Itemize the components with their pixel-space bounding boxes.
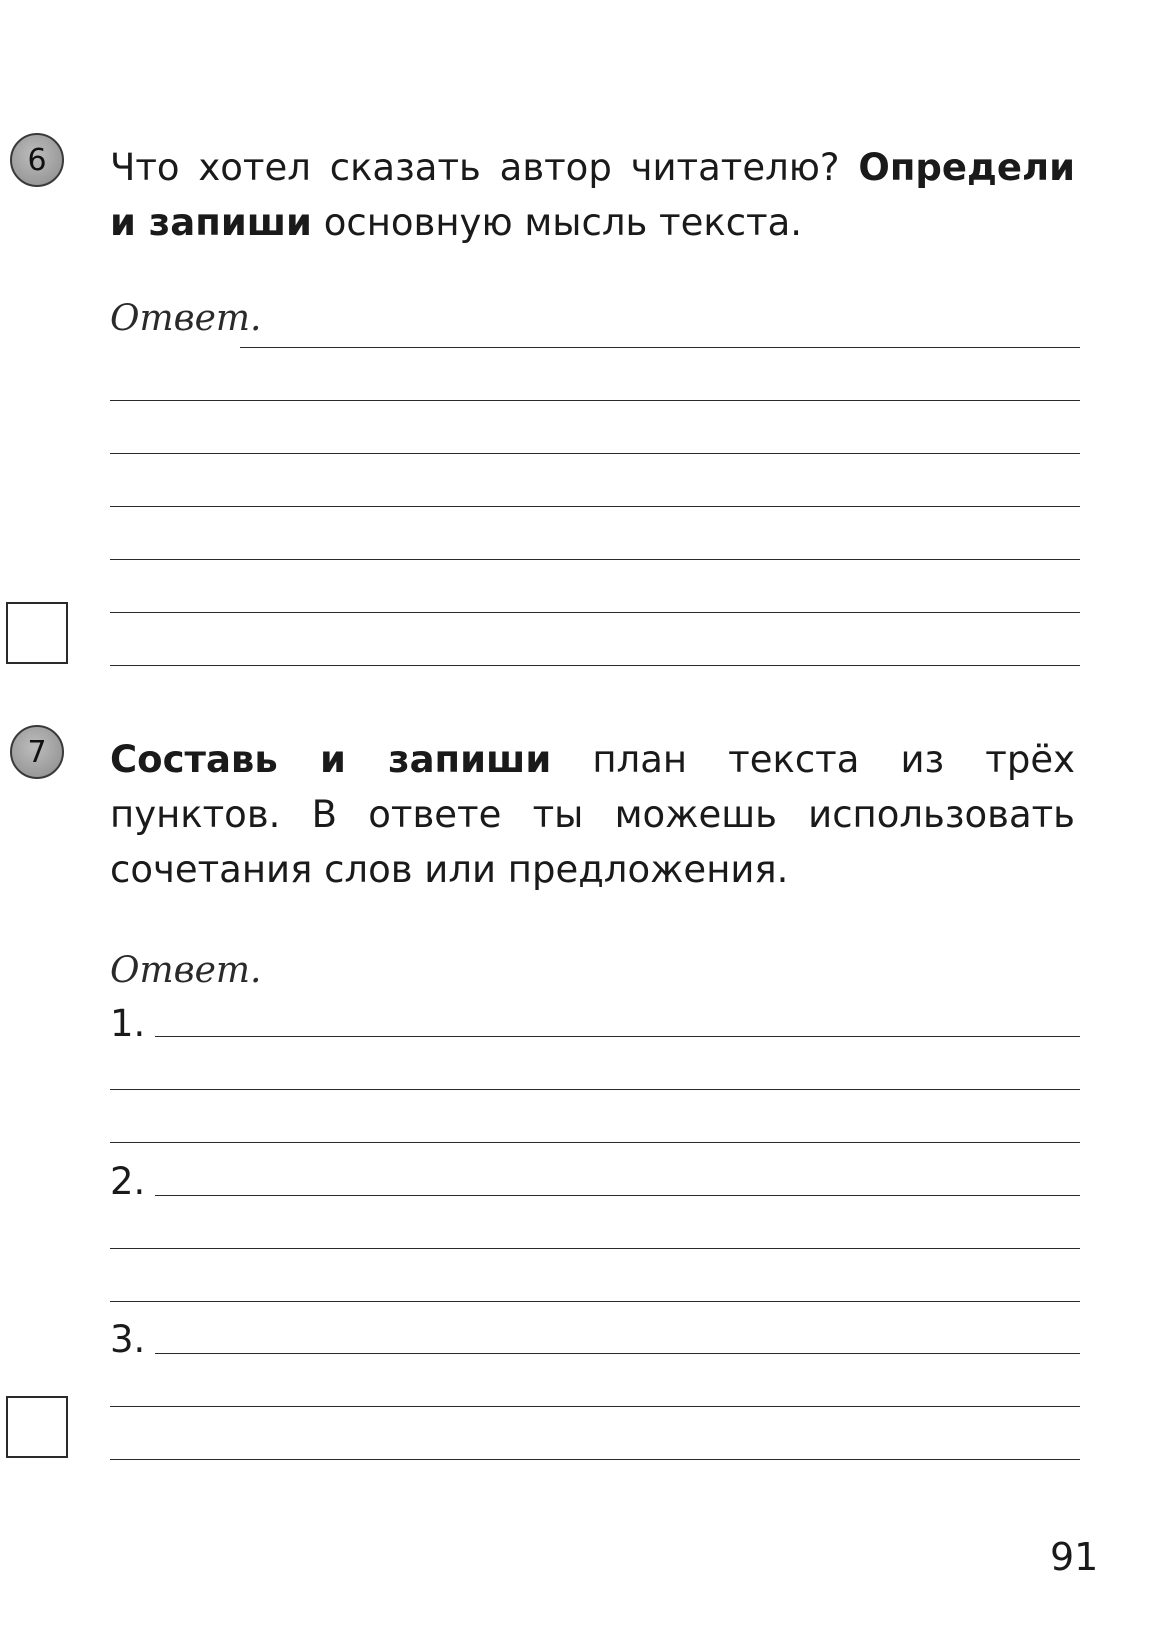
task-6-score-box[interactable] (6, 602, 68, 664)
task-7-text-bold: Составь и запиши (110, 738, 552, 781)
task-6-text-part2: основную мысль текста. (311, 201, 803, 244)
task-7-item-3-number: 3. (110, 1318, 146, 1361)
task-6-answer-line[interactable] (110, 506, 1080, 507)
task-6-text-part1: Что хотел сказать автор читателю? (110, 146, 859, 189)
page-number: 91 (1050, 1535, 1099, 1579)
task-7-item-1-number: 1. (110, 1002, 146, 1045)
task-7-score-box[interactable] (6, 1396, 68, 1458)
task-6-answer-line[interactable] (110, 665, 1080, 666)
task-7-item-2-line[interactable] (110, 1301, 1080, 1302)
task-7-item-2-line[interactable] (155, 1195, 1080, 1196)
task-7-text-part1: план текста из трёх пунктов. В ответе ты можешь использовать сочетания слов или предложения. (110, 738, 1076, 891)
task-6-answer-line[interactable] (110, 453, 1080, 454)
task-7-item-3-line[interactable] (110, 1459, 1080, 1460)
task-7-item-1-line[interactable] (155, 1036, 1080, 1037)
task-6-question (110, 140, 1075, 250)
task-6-answer-label: Ответ. (110, 298, 262, 339)
task-7-answer-label: Ответ. (110, 950, 262, 991)
task-7-question (110, 732, 1075, 897)
task-7-item-1-line[interactable] (110, 1089, 1080, 1090)
task-6-answer-line[interactable] (110, 612, 1080, 613)
task-7-item-1-line[interactable] (110, 1142, 1080, 1143)
task-7-item-3-line[interactable] (110, 1406, 1080, 1407)
task-6-answer-line[interactable] (110, 400, 1080, 401)
task-6-answer-line[interactable] (110, 559, 1080, 560)
task-6-number: 6 (27, 142, 47, 178)
task-6-text-bold: Определи и запиши (110, 146, 1075, 244)
task-6-answer-line[interactable] (240, 347, 1080, 348)
task-7-number-badge (10, 725, 64, 779)
task-7-number: 7 (27, 734, 47, 770)
task-6-number-badge (10, 133, 64, 187)
task-7-item-2-number: 2. (110, 1160, 146, 1203)
task-7-item-2-line[interactable] (110, 1248, 1080, 1249)
task-7-item-3-line[interactable] (155, 1353, 1080, 1354)
